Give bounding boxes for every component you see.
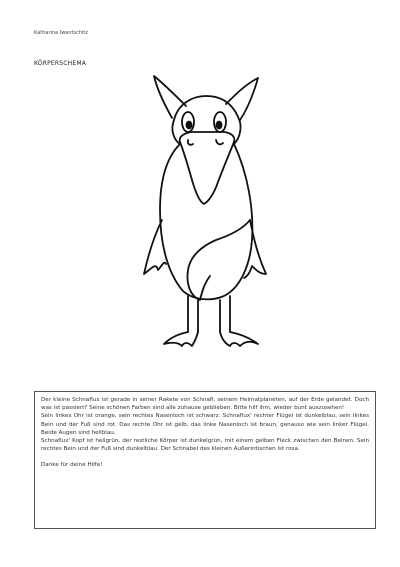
left-nostril bbox=[188, 140, 193, 145]
page-title: KÖRPERSCHEMA bbox=[34, 60, 87, 67]
author-name: Katharina Iwantschitz bbox=[34, 30, 88, 36]
story-textbox bbox=[34, 391, 376, 529]
story-intro: Der kleine Schnaflux ist gerade in seiner Rakete von Schnafl, seinem Heimatplaneten, auf der Erde gelandet. Doch was ist passiert? Seine schönen Farben sind alle zuhause geblieben. Bitte hilf ihm, wieder bunt auszusehen! bbox=[41, 397, 369, 412]
left-ear bbox=[154, 76, 186, 118]
right-ear bbox=[226, 78, 258, 120]
body-outline bbox=[160, 144, 252, 299]
schnaflux-drawing bbox=[130, 70, 280, 350]
right-nostril bbox=[216, 140, 223, 144]
closing-text: Danke für deine Hilfe! bbox=[41, 462, 103, 469]
head-outline bbox=[174, 96, 241, 144]
right-foot bbox=[220, 332, 258, 346]
story-colors-2: Schnaflux' Kopf ist hellgrün, der restliche Körper ist dunkelgrün, mit einem gelben Fleck zwischen den Beinen. Sein rechtes Bein und der Fuß sind dunkelblau. Der Schnabel des kleinen Außerirdischen ist rosa. bbox=[41, 438, 369, 453]
left-foot bbox=[164, 332, 198, 346]
story-colors-1: Sein linkes Ohr ist orange, sein rechtes Nasenloch ist schwarz. Schnaflux' rechter Flügel ist dunkelblau, sein linkes Bein und der Fuß sind rot. Das rechte Ohr ist gelb, das linke Nasenloch ist braun, genauso wie sein linker Flügel. Beide Augen sind hellblau. bbox=[41, 413, 369, 436]
left-wing bbox=[188, 220, 251, 300]
